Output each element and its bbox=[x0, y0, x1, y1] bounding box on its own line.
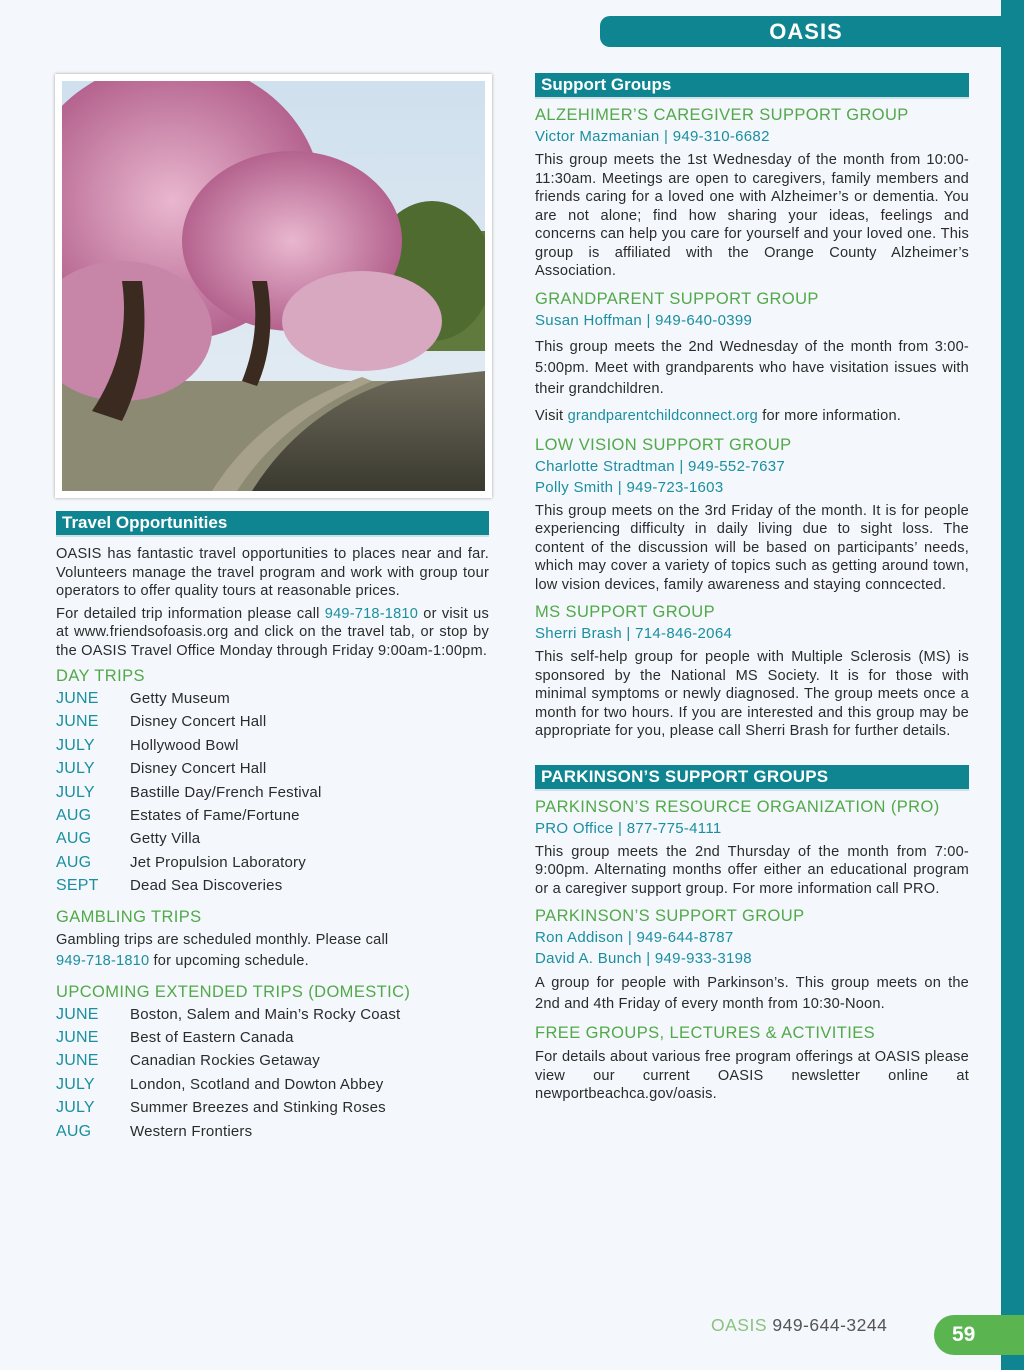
extended-trips-list bbox=[56, 1003, 489, 1143]
support-heading: Support Groups bbox=[535, 73, 969, 99]
trip-month: AUG bbox=[56, 830, 92, 848]
travel-detail: For detailed trip information please call 949-718-1810 or visit us at www.friendsofoasis.org and click on the travel tab, or stop by the OASIS Travel Office Monday through Friday 9:00am-1:00pm. bbox=[56, 605, 489, 659]
trip-month: JUNE bbox=[56, 1029, 99, 1047]
gambling-text: Gambling trips are scheduled monthly. Please call 949-718-1810 for upcoming schedule. bbox=[56, 931, 389, 969]
free-body: For details about various free program offerings at OASIS please view our current OASIS newsletter online at newportbeachca.gov/oasis. bbox=[535, 1049, 969, 1102]
pro-title: PARKINSON’S RESOURCE ORGANIZATION (PRO) bbox=[535, 797, 940, 816]
trip-name: Getty Villa bbox=[130, 830, 201, 848]
trip-month: JUNE bbox=[56, 713, 99, 731]
day-trip-row bbox=[56, 781, 489, 804]
day-trip-row bbox=[56, 757, 489, 780]
lowvision-contact-1: Charlotte Stradtman | 949-552-7637 bbox=[535, 457, 786, 475]
trip-month: JUNE bbox=[56, 1005, 99, 1023]
travel-heading: Travel Opportunities bbox=[56, 511, 489, 537]
trip-name: Canadian Rockies Getaway bbox=[130, 1052, 320, 1070]
trip-month: JULY bbox=[56, 783, 95, 801]
day-trip-row bbox=[56, 710, 489, 733]
parkinsons-contact-1: Ron Addison | 949-644-8787 bbox=[535, 929, 734, 946]
trip-month: JULY bbox=[56, 736, 95, 754]
trip-name: London, Scotland and Dowton Abbey bbox=[130, 1075, 384, 1093]
trip-month: JULY bbox=[56, 1075, 95, 1093]
extended-trip-row bbox=[56, 1096, 489, 1119]
ms-body: This self-help group for people with Multiple Sclerosis (MS) is sponsored by the National MS Society. It is for those with minimal symptoms or newly diagnosed. The group meets once a month for two hours. If you are interested and this group may be appropriate for you, please call Sherri Brash for further details. bbox=[535, 649, 969, 739]
photo-illustration bbox=[62, 81, 485, 491]
trip-month: JULY bbox=[56, 1099, 95, 1117]
trip-name: Estates of Fame/Fortune bbox=[130, 807, 300, 825]
trip-name: Bastille Day/French Festival bbox=[130, 783, 322, 801]
gambling-title: GAMBLING TRIPS bbox=[56, 907, 202, 926]
trip-name: Best of Eastern Canada bbox=[130, 1029, 294, 1047]
day-trips-title: DAY TRIPS bbox=[56, 667, 145, 685]
gambling-phone-link[interactable]: 949-718-1810 bbox=[56, 952, 150, 969]
day-trip-row bbox=[56, 734, 489, 757]
grand-contact: Susan Hoffman | 949-640-0399 bbox=[535, 311, 753, 329]
trip-name: Western Frontiers bbox=[130, 1122, 253, 1140]
parkinsons-group-title: PARKINSON’S SUPPORT GROUP bbox=[535, 907, 805, 925]
ms-title: MS SUPPORT GROUP bbox=[535, 603, 715, 621]
support-column bbox=[535, 73, 969, 1104]
parkinsons-contact-2: David A. Bunch | 949-933-3198 bbox=[535, 950, 752, 967]
alz-title: ALZEHIMER’S CAREGIVER SUPPORT GROUP bbox=[535, 106, 909, 124]
trip-month: AUG bbox=[56, 807, 92, 825]
trip-month: SEPT bbox=[56, 877, 99, 895]
pro-body: This group meets the 2nd Thursday of the month from 7:00-9:00pm. Alternating months offer either an educational program or a caregiver support group. For more information call PRO. bbox=[535, 843, 969, 897]
lowvision-title: LOW VISION SUPPORT GROUP bbox=[535, 435, 792, 454]
trip-name: Jet Propulsion Laboratory bbox=[130, 853, 306, 871]
trip-name: Boston, Salem and Main’s Rocky Coast bbox=[130, 1005, 401, 1023]
extended-trip-row bbox=[56, 1120, 489, 1143]
right-edge-bar bbox=[1001, 0, 1024, 1370]
page-number: 59 bbox=[934, 1315, 1024, 1355]
travel-intro: OASIS has fantastic travel opportunities to places near and far. Volunteers manage the travel program and work with group tour operators to offer quality tours at reasonable prices. bbox=[56, 546, 489, 599]
section-tab: OASIS bbox=[600, 16, 1020, 47]
extended-trip-row bbox=[56, 1026, 489, 1049]
trip-month: JUNE bbox=[56, 1052, 99, 1070]
day-trip-row bbox=[56, 851, 489, 874]
trip-name: Dead Sea Discoveries bbox=[130, 877, 283, 895]
day-trips-list bbox=[56, 687, 489, 898]
trip-month: JULY bbox=[56, 760, 95, 778]
trip-name: Hollywood Bowl bbox=[130, 736, 239, 754]
day-trip-row bbox=[56, 687, 489, 710]
parkinsons-group-body: A group for people with Parkinson’s. This group meets on the 2nd and 4th Friday of every month from 10:30-Noon. bbox=[535, 975, 969, 1012]
trip-name: Disney Concert Hall bbox=[130, 760, 267, 778]
ms-contact: Sherri Brash | 714-846-2064 bbox=[535, 625, 733, 642]
day-trip-row bbox=[56, 874, 489, 897]
lowvision-contact-2: Polly Smith | 949-723-1603 bbox=[535, 478, 724, 496]
extended-trip-row bbox=[56, 1073, 489, 1096]
extended-trip-row bbox=[56, 1049, 489, 1072]
travel-column bbox=[56, 511, 489, 1143]
lowvision-body: This group meets on the 3rd Friday of the month. It is for people experiencing difficulty in daily living due to sight loss. The content of the discussion will be based on participants’ needs, which may cover a variety of topics such as getting around town, low vision devices, family awareness and staying conncected. bbox=[535, 502, 969, 593]
grand-visit: Visit grandparentchildconnect.org for more information. bbox=[535, 407, 902, 424]
cherry-blossom-photo bbox=[55, 74, 492, 498]
trip-name: Getty Museum bbox=[130, 690, 230, 707]
alz-body: This group meets the 1st Wednesday of the month from 10:00-11:30am. Meetings are open to caregivers, family members and friends caring for a loved one with Alzheimer’s or dementia. You are not alone; find how sharing your ideas, feelings and concerns can help you care for yourself and your loved one. This group is affiliated with the Orange County Alzheimer’s Association. bbox=[535, 152, 969, 279]
grand-website-link[interactable]: grandparentchildconnect.org bbox=[567, 407, 758, 424]
pro-contact: PRO Office | 877-775-4111 bbox=[535, 819, 722, 837]
footer-contact: OASIS 949-644-3244 bbox=[711, 1315, 888, 1335]
grand-title: GRANDPARENT SUPPORT GROUP bbox=[535, 289, 819, 308]
extended-trips-title: UPCOMING EXTENDED TRIPS (DOMESTIC) bbox=[56, 982, 411, 1001]
grand-body: This group meets the 2nd Wednesday of the month from 3:00-5:00pm. Meet with grandparents who have visitation issues with their grandchildren. bbox=[535, 338, 969, 397]
trip-month: AUG bbox=[56, 1122, 92, 1140]
trip-name: Summer Breezes and Stinking Roses bbox=[130, 1099, 386, 1117]
trip-month: JUNE bbox=[56, 690, 99, 707]
alz-contact: Victor Mazmanian | 949-310-6682 bbox=[535, 128, 770, 145]
trip-month: AUG bbox=[56, 853, 92, 871]
parkinsons-heading: PARKINSON’S SUPPORT GROUPS bbox=[535, 765, 969, 791]
travel-phone-link[interactable]: 949-718-1810 bbox=[324, 605, 419, 622]
free-title: FREE GROUPS, LECTURES & ACTIVITIES bbox=[535, 1024, 875, 1042]
day-trip-row bbox=[56, 827, 489, 850]
extended-trip-row bbox=[56, 1003, 489, 1026]
day-trip-row bbox=[56, 804, 489, 827]
trip-name: Disney Concert Hall bbox=[130, 713, 267, 731]
